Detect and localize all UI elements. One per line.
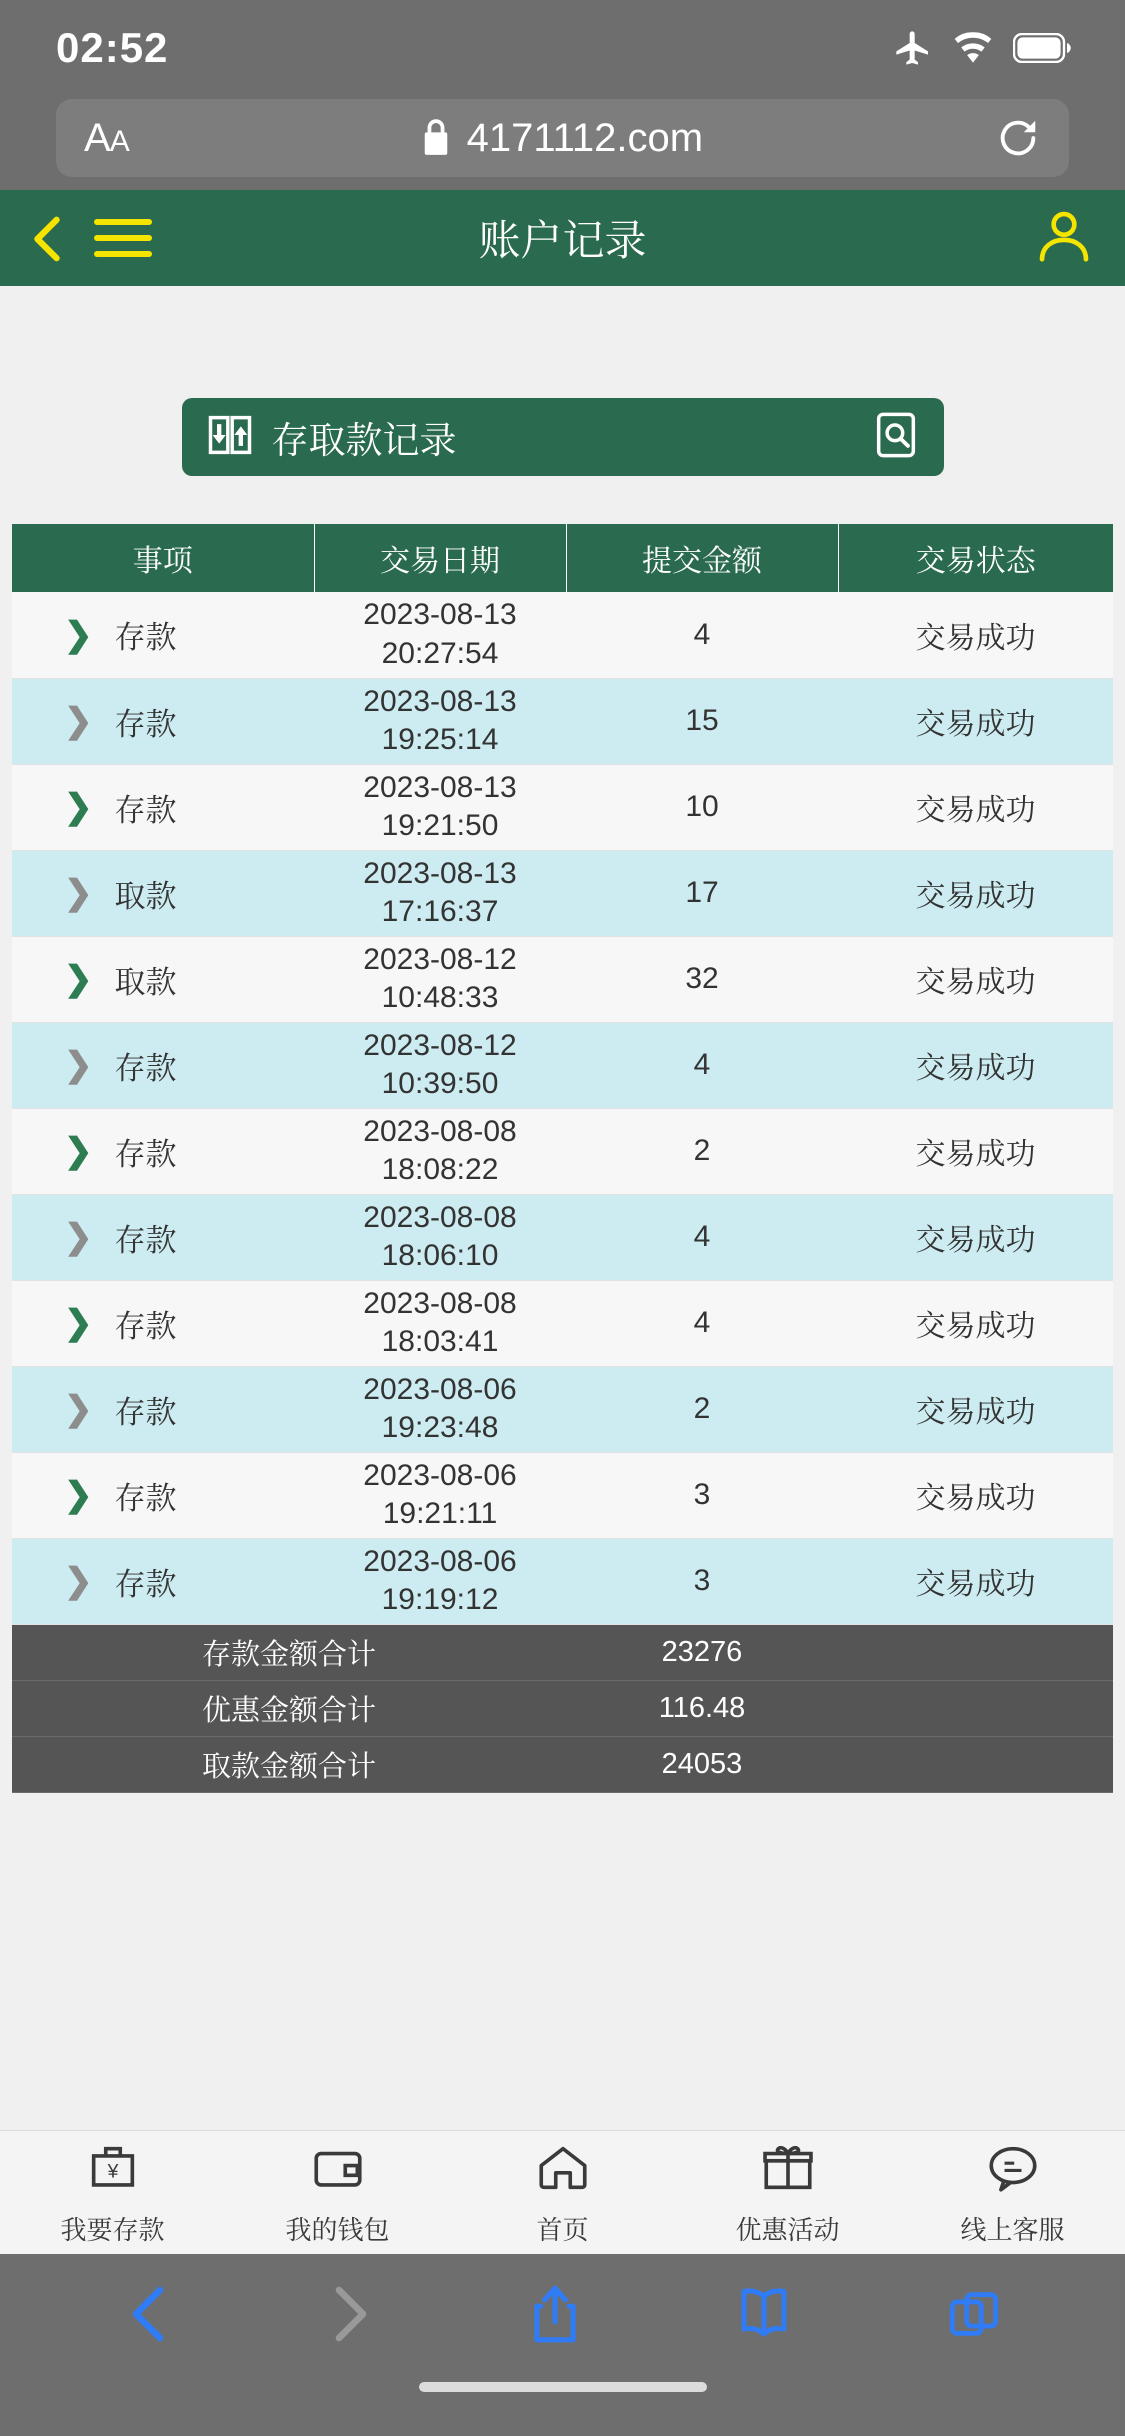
cell-item [12, 1280, 314, 1366]
summary-value: 116.48 [566, 1680, 838, 1736]
share-button[interactable] [528, 2283, 582, 2345]
cell-date [314, 1366, 566, 1452]
cell-amount: 10 [566, 764, 838, 850]
tab-label: 首页 [536, 2214, 589, 2245]
table-row[interactable] [12, 936, 1113, 1022]
cell-status: 交易成功 [838, 850, 1113, 936]
cell-amount: 2 [566, 1366, 838, 1452]
cell-amount: 4 [566, 1022, 838, 1108]
cell-item [12, 1022, 314, 1108]
deposit-withdraw-icon [204, 409, 256, 466]
table-row[interactable] [12, 1022, 1113, 1108]
app-header [0, 190, 1125, 286]
cell-amount: 4 [566, 1194, 838, 1280]
cell-status: 交易成功 [838, 764, 1113, 850]
chevron-right-icon: ❯ [64, 1304, 93, 1342]
browser-toolbar [0, 86, 1125, 190]
date-text: 2023-08-13 [363, 770, 517, 804]
cell-amount: 4 [566, 1280, 838, 1366]
table-row[interactable] [12, 1366, 1113, 1452]
cell-date [314, 936, 566, 1022]
item-label: 存款 [114, 1394, 177, 1430]
summary-label: 取款金额合计 [12, 1736, 566, 1792]
account-button[interactable] [1033, 205, 1095, 272]
chevron-right-icon: ❯ [64, 1046, 93, 1084]
cell-item [12, 1538, 314, 1624]
item-label: 存款 [114, 1050, 177, 1086]
cell-item [12, 678, 314, 764]
cell-status: 交易成功 [838, 592, 1113, 678]
cell-item [12, 850, 314, 936]
home-indicator-area [0, 2374, 1125, 2436]
summary-row [12, 1680, 1113, 1736]
cell-amount: 4 [566, 592, 838, 678]
cell-status: 交易成功 [838, 1280, 1113, 1366]
item-label: 存款 [114, 792, 177, 828]
cell-date [314, 1108, 566, 1194]
summary-blank [838, 1680, 1113, 1736]
text-size-button[interactable]: AA [84, 115, 129, 160]
table-row[interactable] [12, 1452, 1113, 1538]
cell-date [314, 764, 566, 850]
header-amount: 提交金额 [566, 524, 838, 592]
header-item: 事项 [12, 524, 314, 592]
cell-item [12, 1194, 314, 1280]
time-text: 19:25:14 [381, 723, 499, 756]
tabs-button[interactable] [945, 2285, 1003, 2343]
lock-icon [421, 119, 451, 157]
status-bar [0, 0, 1125, 86]
chevron-right-icon: ❯ [64, 1218, 93, 1256]
home-icon [534, 2139, 592, 2202]
cell-item [12, 936, 314, 1022]
search-document-icon[interactable] [870, 409, 922, 466]
time-text: 18:03:41 [381, 1325, 499, 1358]
deposit-icon [84, 2139, 142, 2202]
airplane-mode-icon [893, 28, 933, 68]
summary-value: 24053 [566, 1736, 838, 1792]
table-row[interactable] [12, 678, 1113, 764]
date-text: 2023-08-13 [363, 684, 517, 718]
records-title-card [182, 398, 944, 476]
summary-label: 优惠金额合计 [12, 1680, 566, 1736]
back-button[interactable] [30, 215, 64, 261]
svg-text:¥: ¥ [107, 2161, 118, 2183]
tab-home[interactable] [450, 2139, 675, 2247]
cell-status: 交易成功 [838, 678, 1113, 764]
cell-date [314, 850, 566, 936]
tab-promotions[interactable] [675, 2139, 900, 2247]
table-row[interactable] [12, 850, 1113, 936]
time-text: 19:23:48 [381, 1411, 499, 1444]
bottom-tabbar [0, 2130, 1125, 2254]
page-title: 账户记录 [478, 217, 647, 264]
main-content [0, 286, 1125, 2130]
hamburger-menu-icon[interactable] [94, 219, 152, 257]
cell-date [314, 1538, 566, 1624]
table-header-row [12, 524, 1113, 592]
item-label: 存款 [114, 1136, 177, 1172]
table-row[interactable] [12, 1108, 1113, 1194]
home-indicator[interactable] [419, 2382, 707, 2392]
url-display[interactable] [421, 116, 703, 161]
chevron-right-icon: ❯ [64, 1132, 93, 1170]
cell-date [314, 592, 566, 678]
tab-support[interactable] [900, 2139, 1125, 2247]
cell-date [314, 1022, 566, 1108]
cell-amount: 3 [566, 1452, 838, 1538]
date-text: 2023-08-13 [363, 598, 517, 632]
address-bar[interactable] [56, 99, 1069, 177]
tab-label: 线上客服 [960, 2214, 1065, 2245]
chevron-right-icon: ❯ [64, 1476, 93, 1514]
cell-date [314, 1452, 566, 1538]
table-row[interactable] [12, 1194, 1113, 1280]
url-text: 4171112.com [466, 115, 704, 160]
cell-status: 交易成功 [838, 936, 1113, 1022]
tab-label: 我要存款 [60, 2214, 165, 2245]
cell-item [12, 1366, 314, 1452]
summary-blank [838, 1736, 1113, 1792]
time-text: 19:21:50 [381, 809, 499, 842]
tab-label: 我的钱包 [285, 2214, 390, 2245]
tab-deposit[interactable] [0, 2139, 225, 2247]
battery-icon [1013, 33, 1073, 63]
date-text: 2023-08-08 [363, 1200, 517, 1234]
date-text: 2023-08-06 [363, 1544, 517, 1578]
time-text: 19:19:12 [381, 1583, 499, 1616]
item-label: 存款 [114, 620, 177, 656]
cell-item [12, 1108, 314, 1194]
item-label: 取款 [114, 878, 177, 914]
date-text: 2023-08-12 [363, 942, 517, 976]
time-text: 19:21:11 [382, 1497, 498, 1530]
date-text: 2023-08-12 [363, 1028, 517, 1062]
cell-date [314, 1280, 566, 1366]
status-icons [893, 28, 1073, 68]
time-text: 10:39:50 [381, 1067, 499, 1100]
date-text: 2023-08-13 [363, 856, 517, 890]
summary-label: 存款金额合计 [12, 1624, 566, 1680]
tab-wallet[interactable] [225, 2139, 450, 2247]
summary-value: 23276 [566, 1624, 838, 1680]
wifi-icon [951, 31, 995, 65]
chevron-right-icon: ❯ [64, 1390, 93, 1428]
time-text: 18:08:22 [381, 1153, 499, 1186]
item-label: 存款 [114, 1480, 177, 1516]
item-label: 取款 [114, 964, 177, 1000]
chevron-right-icon: ❯ [64, 874, 93, 912]
cell-item [12, 592, 314, 678]
reload-icon[interactable] [995, 115, 1041, 161]
table-row[interactable] [12, 1538, 1113, 1624]
cell-amount: 3 [566, 1538, 838, 1624]
status-time: 02:52 [56, 24, 169, 71]
browser-back-button[interactable] [122, 2284, 174, 2344]
summary-row [12, 1624, 1113, 1680]
chevron-right-icon: ❯ [64, 702, 93, 740]
chevron-right-icon: ❯ [64, 788, 93, 826]
browser-forward-button[interactable] [325, 2284, 377, 2344]
time-text: 10:48:33 [381, 981, 499, 1014]
summary-row [12, 1736, 1113, 1792]
table-row[interactable] [12, 764, 1113, 850]
table-row[interactable] [12, 592, 1113, 678]
gift-icon [759, 2139, 817, 2202]
summary-blank [838, 1624, 1113, 1680]
cell-amount: 32 [566, 936, 838, 1022]
cell-item [12, 764, 314, 850]
item-label: 存款 [114, 1222, 177, 1258]
chevron-right-icon: ❯ [64, 615, 93, 654]
cell-status: 交易成功 [838, 1452, 1113, 1538]
header-status: 交易状态 [838, 524, 1113, 592]
date-text: 2023-08-08 [363, 1114, 517, 1148]
header-date: 交易日期 [314, 524, 566, 592]
chevron-right-icon: ❯ [64, 960, 93, 998]
cell-date [314, 1194, 566, 1280]
chevron-right-icon: ❯ [64, 1562, 93, 1600]
records-title-text: 存取款记录 [271, 420, 457, 461]
time-text: 20:27:54 [381, 636, 499, 670]
item-label: 存款 [114, 1566, 177, 1602]
item-label: 存款 [114, 706, 177, 742]
time-text: 18:06:10 [381, 1239, 499, 1272]
item-label: 存款 [114, 1308, 177, 1344]
cell-item [12, 1452, 314, 1538]
records-table [12, 524, 1113, 1793]
wallet-icon [309, 2139, 367, 2202]
bookmarks-button[interactable] [734, 2285, 794, 2343]
cell-status: 交易成功 [838, 1108, 1113, 1194]
date-text: 2023-08-08 [363, 1286, 517, 1320]
time-text: 17:16:37 [381, 895, 499, 928]
safari-toolbar [0, 2254, 1125, 2374]
table-row[interactable] [12, 1280, 1113, 1366]
cell-date [314, 678, 566, 764]
cell-amount: 15 [566, 678, 838, 764]
tab-label: 优惠活动 [735, 2214, 840, 2245]
date-text: 2023-08-06 [363, 1458, 517, 1492]
date-text: 2023-08-06 [363, 1372, 517, 1406]
cell-amount: 17 [566, 850, 838, 936]
support-chat-icon [984, 2139, 1042, 2202]
cell-status: 交易成功 [838, 1538, 1113, 1624]
cell-status: 交易成功 [838, 1194, 1113, 1280]
cell-status: 交易成功 [838, 1366, 1113, 1452]
cell-amount: 2 [566, 1108, 838, 1194]
cell-status: 交易成功 [838, 1022, 1113, 1108]
